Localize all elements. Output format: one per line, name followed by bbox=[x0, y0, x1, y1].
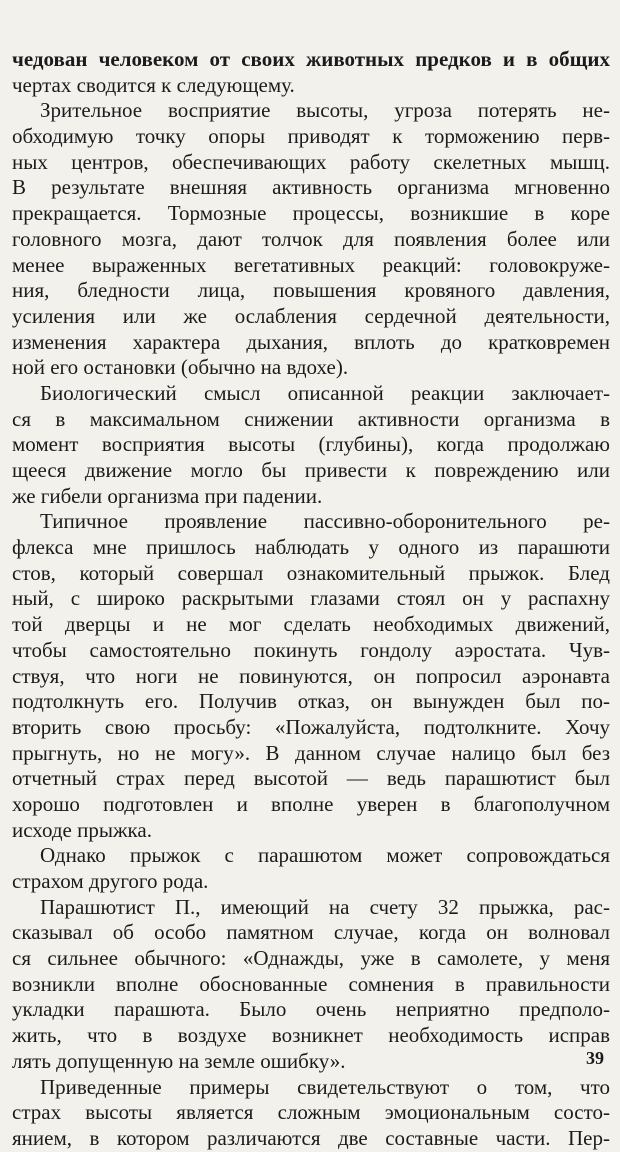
text-line: ся сильнее обычного: «Однажды, уже в самолете, у меня bbox=[12, 946, 610, 971]
text-line: вторить свою просьбу: «Пожалуйста, подтолкните. Хочу bbox=[12, 714, 610, 739]
body-text bbox=[12, 47, 610, 1152]
text-line: страхом другого рода. bbox=[12, 869, 209, 893]
text-line: ся в максимальном снижении активности организма в bbox=[12, 406, 610, 431]
text-line: чтобы самостоятельно покинуть гондолу аэростата. Чув- bbox=[12, 637, 610, 662]
text-line: прыгнуть, но не могу». В данном случае налицо был без bbox=[12, 740, 610, 765]
text-line: возникли вполне обоснованные сомнения в правильности bbox=[12, 971, 610, 996]
text-line: подтолкнуть его. Получив отказ, он вынужден был по- bbox=[12, 689, 610, 714]
text-line: Зрительное восприятие высоты, угроза потерять не- bbox=[40, 98, 610, 123]
text-line: сказывал об особо памятном случае, когда он волновал bbox=[12, 920, 610, 945]
text-line: же гибели организма при падении. bbox=[12, 483, 323, 508]
text-line: усиления или же ослабления сердечной деятельности, bbox=[12, 303, 610, 328]
text-line: головного мозга, дают толчок для появления более или bbox=[12, 226, 610, 251]
text-line: страх высоты является сложным эмоциональным состо- bbox=[12, 1100, 610, 1125]
text-line: янием, в котором различаются две составные части. Пер- bbox=[12, 1125, 610, 1150]
text-line: хорошо подготовлен и вполне уверен в благополучном bbox=[12, 791, 610, 816]
text-line: отчетный страх перед высотой — ведь парашютист был bbox=[12, 766, 610, 791]
text-line: лять допущенную на земле ошибку». bbox=[12, 1048, 346, 1073]
text-line: ния, бледности лица, повышения кровяного давления, bbox=[12, 278, 610, 303]
text-line: той дверцы и не мог сделать необходимых движений, bbox=[12, 612, 610, 637]
text-line: ных центров, обеспечивающих работу скелетных мышц. bbox=[12, 149, 610, 174]
text-line: исходе прыжка. bbox=[12, 817, 152, 842]
text-line: Биологический смысл описанной реакции заключает- bbox=[40, 380, 610, 405]
text-line: прекращается. Тормозные процессы, возникшие в коре bbox=[12, 201, 610, 226]
text-line: жить, что в воздухе возникнет необходимость исправ bbox=[12, 1023, 610, 1048]
text-line: ной его остановки (обычно на вдохе). bbox=[12, 355, 349, 380]
text-line: ствуя, что ноги не повинуются, он попросил аэронавта bbox=[12, 663, 610, 688]
text-line: В результате внешняя активность организма мгновенно bbox=[12, 175, 610, 200]
text-line: момент восприятия высоты (глубины), когда продолжаю bbox=[12, 432, 610, 457]
page-number: 39 bbox=[586, 1048, 604, 1068]
text-line: чертах сводится к следующему. bbox=[12, 72, 295, 97]
text-line: щееся движение могло бы привести к повреждению или bbox=[12, 458, 610, 482]
text-line: изменения характера дыхания, вплоть до кратковремен bbox=[12, 329, 610, 354]
text-line: укладки парашюта. Было очень неприятно предполо- bbox=[12, 997, 610, 1022]
text-line: Однако прыжок с парашютом может сопровождаться bbox=[40, 843, 610, 868]
text-line: флекса мне пришлось наблюдать у одного из парашюти bbox=[12, 535, 610, 560]
text-line: Типичное проявление пассивно-оборонительного ре- bbox=[40, 509, 610, 534]
text-line: стов, который совершал ознакомительный прыжок. Блед bbox=[12, 560, 610, 585]
text-line: обходимую точку опоры приводят к торможению перв- bbox=[12, 124, 610, 149]
text-line: менее выраженных вегетативных реакций: головокруже- bbox=[12, 252, 610, 277]
text-line: Парашютист П., имеющий на счету 32 прыжка, рас- bbox=[40, 894, 610, 919]
text-line: чедован человеком от своих животных предков и в общих bbox=[12, 47, 610, 71]
text-line: Приведенные примеры свидетельствуют о том, что bbox=[40, 1074, 610, 1099]
text-line: ный, с широко раскрытыми глазами стоял он у распахну bbox=[12, 586, 610, 611]
